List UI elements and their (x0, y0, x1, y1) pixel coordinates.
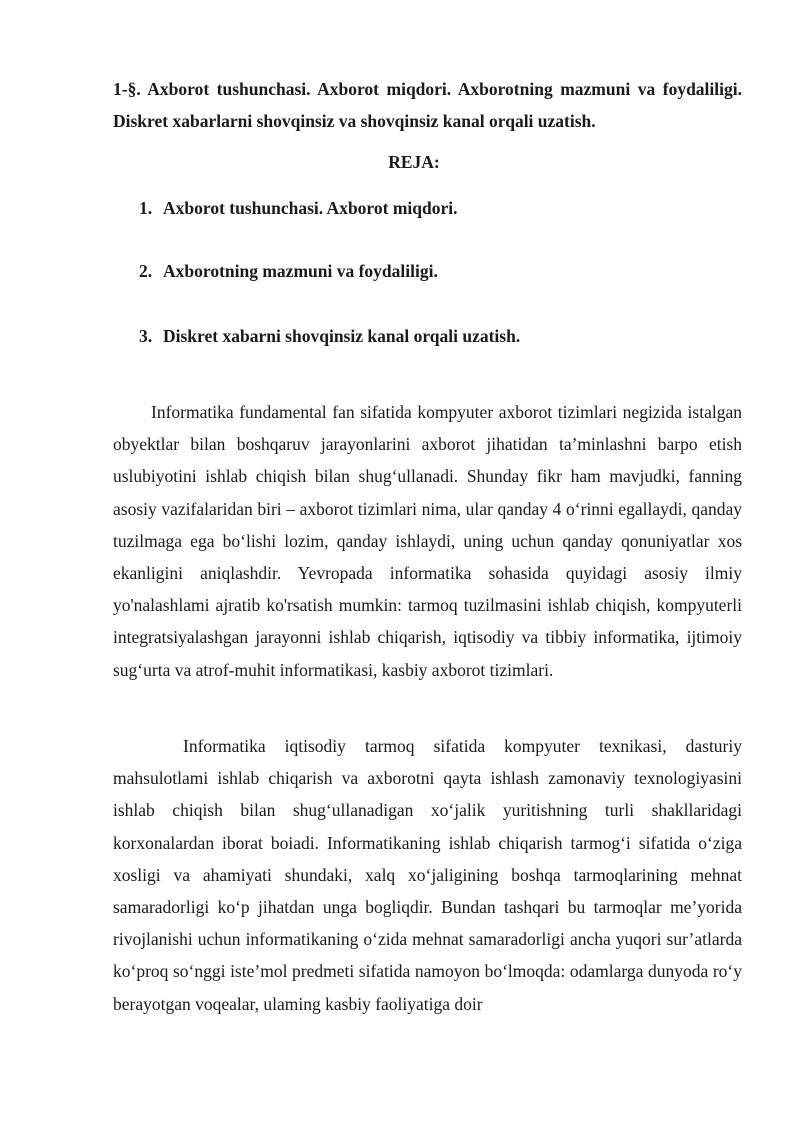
plan-item (139, 258, 438, 284)
plan-item-text: Axborot tushunchasi. Axborot miqdori. (163, 198, 458, 218)
plan-item (139, 323, 520, 349)
body-paragraph: Informatika iqtisodiy tarmoq sifatida kompyuter texnikasi, dasturiy mahsulotlami ishlab chiqarish va axborotni qayta ishlash zamonaviy texnologiyasini ishlab chiqish bilan shug‘ullanadigan xo‘jalik yuritishning turli shakllaridagi korxonalardan iborat boiadi. Informatikaning ishlab chiqarish tarmog‘i sifatida o‘ziga xosligi va ahamiyati shundaki, xalq xo‘jaligining boshqa tarmoqlarining mehnat samaradorligi ko‘p jihatdan unga bogliqdir. Bundan tashqari bu tarmoqlar me’yorida rivojlanishi uchun informatikaning o‘zida mehnat samaradorligi ancha yuqori sur’atlarda ko‘proq so‘nggi iste’mol predmeti sifatida namoyon bo‘lmoqda: odamlarga dunyoda ro‘y berayotgan voqealar, ulaming kasbiy faoliyatiga doir (113, 736, 742, 1014)
plan-item-number: 2. (139, 261, 153, 281)
plan-title: REJA: (388, 152, 440, 172)
plan-item (139, 195, 457, 221)
body-paragraph: Informatika fundamental fan sifatida kompyuter axborot tizimlari negizida istalgan obyektlar bilan boshqaruv jarayonlarini axborot jihatidan ta’minlashni barpo etish uslubiyotini ishlab chiqish bilan shug‘ullanadi. Shunday fikr ham mavjudki, fanning asosiy vazifalaridan biri – axborot tizimlari nima, ular qanday 4 o‘rinni egallaydi, qanday tuzilmaga ega bo‘lishi lozim, qanday ishlaydi, uning uchun qanday qonuniyatlar xos ekanligini aniqlashdir. Yevropada informatika sohasida quyidagi asosiy ilmiy yo'nalashlami ajratib ko'rsatish mumkin: tarmoq tuzilmasini ishlab chiqish, kompyuterli integratsiyalashgan jarayonni ishlab chiqarish, iqtisodiy va tibbiy informatika, ijtimoiy sug‘urta va atrof-muhit informatikasi, kasbiy axborot tizimlari. (113, 402, 742, 680)
plan-item-text: Diskret xabarni shovqinsiz kanal orqali uzatish. (163, 326, 521, 346)
plan-item-number: 3. (139, 326, 153, 346)
plan-item-number: 1. (139, 198, 153, 218)
section-heading: 1-§. Axborot tushunchasi. Axborot miqdori. Axborotning mazmuni va foydaliligi. Diskret xabarlarni shovqinsiz va shovqinsiz kanal orqali uzatish. (113, 79, 742, 131)
plan-item-text: Axborotning mazmuni va foydaliligi. (163, 261, 438, 281)
